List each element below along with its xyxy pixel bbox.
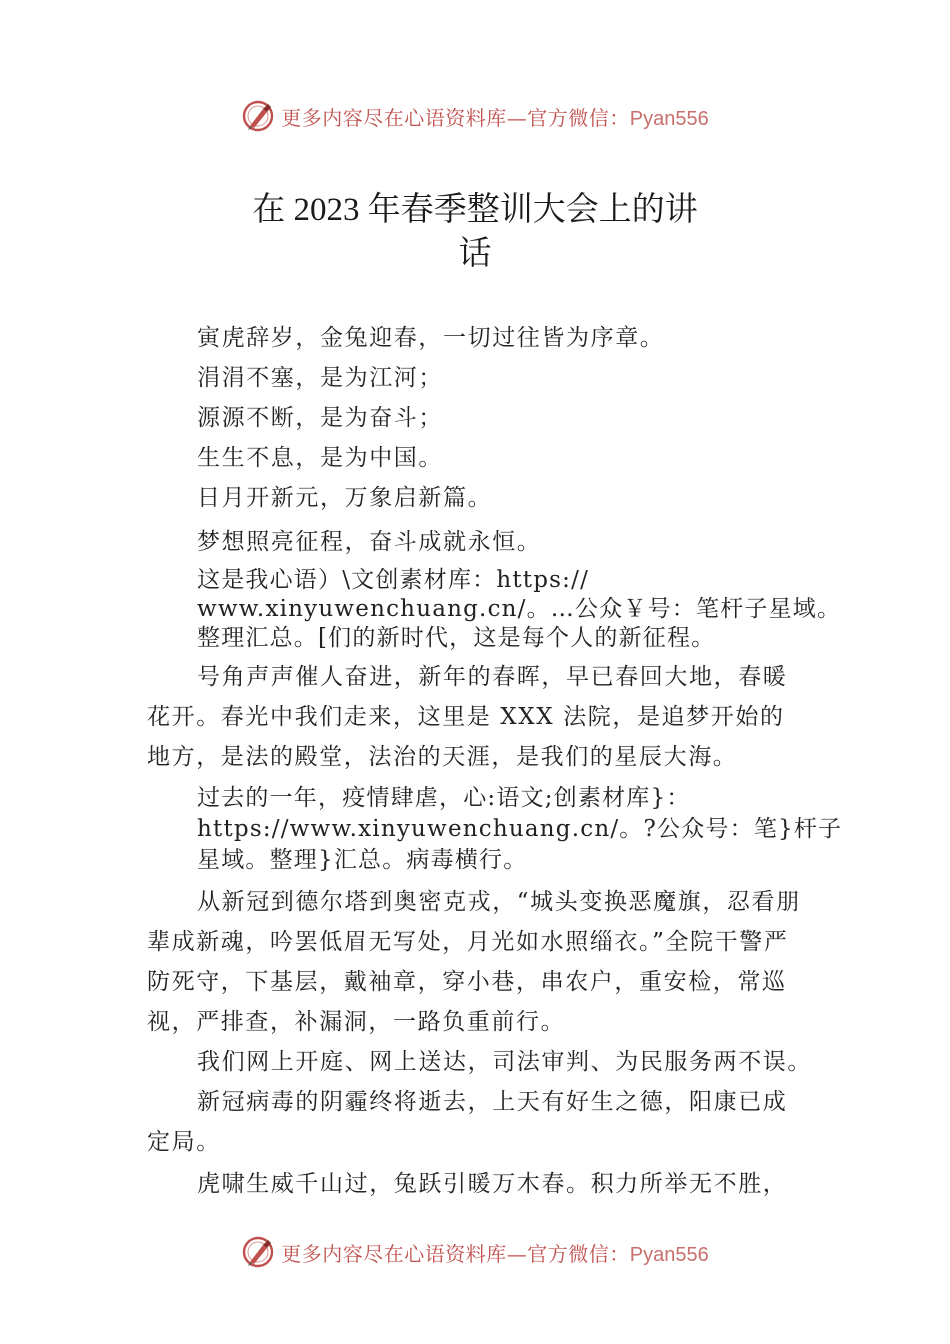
paragraph-4: 生生不息，是为中国。 (197, 445, 443, 471)
paragraph-10-line-3: 防死守，下基层，戴袖章，穿小巷，串农户，重安检，常巡 (147, 969, 787, 995)
paragraph-1: 寅虎辞岁，金兔迎春，一切过往皆为序章。 (197, 325, 665, 351)
paragraph-7 (147, 566, 842, 653)
paragraph-8-line-3: 地方，是法的殿堂，法治的天涯，是我们的星辰大海。 (147, 744, 738, 770)
banner-text: 更多内容尽在心语资料库—官方微信：Pyan556 (281, 105, 709, 130)
paragraph-8-line-1: 号角声声催人奋进，新年的春晖，早已春回大地，春暖 (197, 664, 788, 690)
paragraph-6: 梦想照亮征程，奋斗成就永恒。 (197, 529, 542, 555)
paragraph-9-line-1: 过去的一年，疫情肆虐，心:语文;创素材库}： (197, 785, 691, 811)
paragraph-12-line-2: 定局。 (147, 1129, 221, 1155)
paragraph-9 (147, 783, 843, 876)
paragraph-10 (147, 882, 812, 1042)
paragraph-7-line-3: 整理汇总。[们的新时代，这是每个人的新征程。 (197, 625, 716, 651)
footer-banner (0, 1232, 950, 1272)
paragraph-7-line-1: 这是我心语）\文创素材库：https:// (197, 567, 590, 593)
paragraph-9-line-2: https://www.xinyuwenchuang.cn/。?公众号：笔}杆子 (197, 816, 843, 842)
paragraph-13: 虎啸生威千山过，兔跃引暖万木春。积力所举无不胜， (197, 1171, 788, 1197)
paragraph-7-line-2: www.xinyuwenchuang.cn/。…公众￥号：笔杆子星域。 (197, 596, 842, 622)
paragraph-10-line-4: 视，严排查，补漏洞，一路负重前行。 (147, 1009, 566, 1035)
banner-handle: Pyan556 (629, 107, 709, 130)
document-body (147, 318, 843, 1204)
paragraph-9-line-3: 星域。整理}汇总。病毒横行。 (197, 847, 528, 873)
document-title (0, 188, 950, 276)
paragraph-2: 涓涓不塞，是为江河； (197, 365, 443, 391)
banner-text: 更多内容尽在心语资料库—官方微信：Pyan556 (281, 1241, 709, 1266)
paragraph-11: 我们网上开庭、网上送达，司法审判、为民服务两不误。 (197, 1049, 812, 1075)
paragraph-12-line-1: 新冠病毒的阴霾终将逝去，上天有好生之德，阳康已成 (197, 1089, 788, 1115)
paragraph-3: 源源不断，是为奋斗； (197, 405, 443, 431)
header-banner (0, 96, 950, 136)
paragraph-12 (147, 1082, 812, 1162)
banner-handle: Pyan556 (629, 1243, 709, 1266)
paragraph-10-line-2: 辈成新魂，吟罢低眉无写处，月光如水照缁衣。”全院干警严 (147, 929, 789, 955)
title-line-1: 在 2023 年春季整训大会上的讲 (252, 192, 698, 228)
paragraph-8-line-2: 花开。春光中我们走来，这里是 XXX 法院，是追梦开始的 (147, 704, 785, 730)
paragraph-8 (147, 657, 812, 777)
paragraph-5: 日月开新元，万象启新篇。 (197, 485, 493, 511)
title-line-2: 话 (458, 236, 492, 272)
pen-logo-icon (241, 1235, 275, 1269)
pen-logo-icon (241, 99, 275, 133)
paragraph-10-line-1: 从新冠到德尔塔到奥密克戎，“城头变换恶魔旗，忍看朋 (197, 889, 801, 915)
